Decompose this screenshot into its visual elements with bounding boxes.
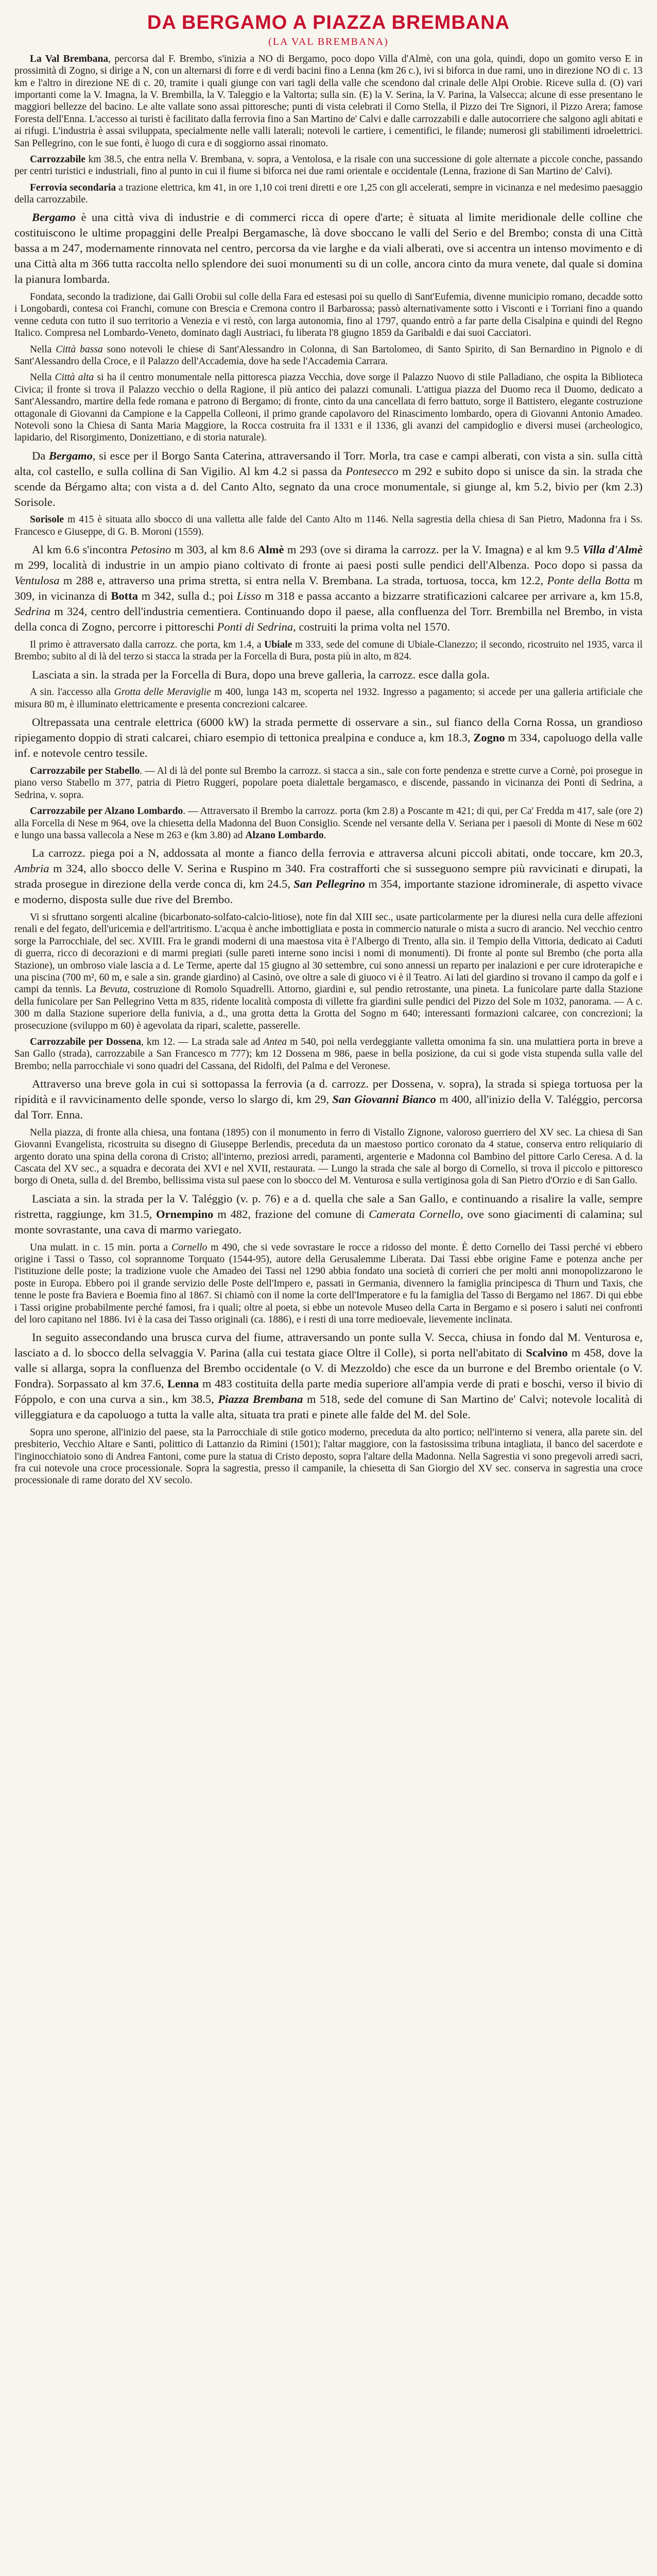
emphasized-text: Lenna (167, 1377, 199, 1391)
paragraph (14, 911, 643, 1032)
paragraph-text: m 292 e subito dopo si unisce da sin. la strada che scende da Bérgamo alta; con vista a d. del Canto Alto, segnato da una croce monumentale, si giunge al, km 5.2, bivio per (km 2.3) Sorisole. (14, 464, 643, 509)
paragraph-text: m 299, località di industrie in un ampio piano coltivato di fronte ai paesi posti sulle pendici dell'Albenza. Poco dopo si passa da (14, 558, 643, 572)
emphasized-text: Grotta delle Meraviglie (114, 687, 211, 698)
emphasized-text: Bergamo (32, 211, 76, 224)
paragraph-text: La carrozz. piega poi a N, addossata al monte a fianco della ferrovia e attraversa alcuni piccoli abitati, onde toccare, km 20.3, (32, 846, 643, 860)
emphasized-text: La Val Brembana (30, 53, 109, 64)
paragraph-text: m 490, che si vede sovrastare le rocce a ridosso del monte. È detto Cornello dei Tassi perché vi ebbero origine i Tassi o Tasso, col soprannome Torquato (1544-95), autore della Gerusalemme Liberata. Dai Tassi ebbe origine Fame e potenza anche per l'istituzione delle poste; la tradizione vuole che Amadeo dei Tassi nel 1290 abbia fondato una società di corrieri che per molti anni monopolizzarono le poste in Europa. Ebbero poi il grande servizio delle Poste dell'Impero e, passati in Germania, divennero la famiglia principesca di Thurn und Taxis, che tenne le poste fra Baviera e Boemia fino al 1867. Si chiamò con il nome la corte dell'Imperatore e fu la famiglia del Tasso di Bergamo nel 1867. Di qui ebbe i Tassi origine probabilmente perché famosi, fra i quali; oltre al poeta, si ebbe un notevole Museo della Carta in Bergamo e si posero i saluti nei confronti del loro capitano nel 1886. Ivi è la casa dei Tasso originali (ca. 1886), e i resti di una torre medioevale, lievemente inclinata. (14, 1242, 643, 1325)
paragraph-text: Lasciata a sin. la strada per la Forcella di Bura, dopo una breve galleria, la carrozz. esce dalla gola. (32, 668, 490, 681)
paragraph (14, 1191, 643, 1238)
paragraph-text: Una mulatt. in c. 15 min. porta a (30, 1242, 171, 1253)
emphasized-text: Villa d'Almè (582, 543, 643, 556)
paragraph-text: Attraverso una breve gola in cui si sottopassa la ferrovia (a d. carrozz. per Dossena, v. sopra), la strada si spiega tortuosa per la ripidità e il ravvicinamento delle sponde, verso lo slargo di, km 29, (14, 1077, 643, 1106)
emphasized-text: San Giovanni Bianco (332, 1093, 436, 1106)
paragraph (14, 514, 643, 538)
paragraph-text: , costruiti la prima volta nel 1570. (293, 620, 451, 633)
paragraph-text: , costruzione di Romolo Squadrelli. Attorno, giardini e, sul pendio retrostante, una pineta. La funicolare parte dalla Stazione della funicolare per San Pellegrino Vetta m 835, ridente località composta di villette fra giardini sulle pendici del Pizzo del Sole m 1032, panorama. — A c. 300 m dalla Stazione superiore della funivia, a d., una grotta detta la Grotta del Sogno m 640; interessanti formazioni calcaree, con concrezioni; la prosecuzione (sviluppo m 60) è agevolata da ripari, scalette, passerelle. (14, 984, 643, 1031)
paragraph-text: A sin. l'accesso alla (30, 687, 114, 698)
paragraph-text: m 482, frazione del comune di (213, 1207, 369, 1221)
emphasized-text: Ambria (14, 862, 49, 875)
paragraph (14, 291, 643, 340)
emphasized-text: Ferrovia secondaria (30, 182, 116, 193)
paragraph-text: a trazione elettrica, km 41, in ore 1,10 coi treni diretti e ore 1,25 con gli accelerati, sempre in vicinanza e nel medesimo paesaggio della carrozzabile. (14, 182, 643, 206)
paragraph-text: In seguito assecondando una brusca curva del fiume, attraversando un ponte sulla V. Secca, chiusa in fondo dal M. Venturosa e, lasciato a d. lo sbocco della selvaggia V. Parina (alla cui testata giace Oltre il Colle), si porta nell'abitato di (14, 1331, 643, 1360)
paragraph-text: m 334, capoluogo della valle inf. e notevole centro tessile. (14, 731, 643, 760)
paragraph-text: Il primo è attraversato dalla carrozz. che porta, km 1.4, a (30, 639, 265, 650)
paragraph-text: m 458, dove la valle si allarga, sopra la confluenza del Brembo occidentale (o V. di Mezzoldo) che esce da un burrone e del Brembo orientale (o V. Fondra). Sorpassato al km 37.6, (14, 1346, 643, 1391)
emphasized-text: Botta (111, 589, 139, 603)
paragraph-text: m 354, importante stazione idrominerale, di aspetto vivace e moderno, disposta sulle due rive del Brembo. (14, 877, 643, 906)
paragraph-text: km 38.5, che entra nella V. Brembana, v. sopra, a Ventolosa, e la risale con una successione di gole alternate a piccole conche, passando per centri turistici e industriali, fino al punto in cui il fiume si biforca nei due rami orientale e occidentale (Lenna, frazione di San Martino de' Calvi). (14, 154, 643, 177)
paragraph (14, 182, 643, 206)
paragraph-text: , percorsa dal F. Brembo, s'inizia a NO di Bergamo, poco dopo Villa d'Almè, con una gola, quindi, dopo un gomito verso E in prossimità di Zogno, si dirige a N, con un alternarsi di forre e di verdi bacini fino a Lenna (km 26 c.), ivi si biforca in due rami, uno in direzione NO di c. 13 km e l'altro in direzione NE di c. 20, tramite i quali giunge con vari tagli della valle che scendono dal crinale delle Alpi Orobie. Riceve sulla d. (O) vari importanti come la V. Imagna, la V. Brembilla, la V. Taleggio e la Valtorta; sulla sin. (E) la V. Serina, la V. Parina, la Valsecca; alcune di esse presentano le maggiori bellezze del bacino. Le alte vallate sono assai pittoresche; punti di vista celebrati il Corno Stella, il Pizzo dei Tre Signori, il Pizzo Arera; famose Foresta dell'Enna. L'accesso ai turisti è facilitato dalla ferrovia fino a San Martino de' Calvi e dalle carrozzabili e dalle autocorriere che salgono agli abitati e ai rifugi. L'industria è assai sviluppata, specialmente nelle valli laterali; notevoli le cartiere, i cementifici, le filande; numerosi gli stabilimenti idroelettrici. San Pellegrino, con le sue fonti, è luogo di cura e di soggiorno assai rinomato. (14, 53, 643, 149)
emphasized-text: Ubiale (264, 639, 292, 650)
paragraph-text: , si esce per il Borgo Santa Caterina, attraversando il Torr. Morla, tra case e campi alberati, con vista a sin. sulla città alta, col castello, e sulla collina di San Vigilio. Al km 4.2 si passa da (14, 449, 643, 478)
paragraph-text: m 309, in vicinanza di (14, 574, 643, 603)
paragraph-text: m 483 costituita della parte media superiore all'ampia verde di prati e boschi, verso il bivio di Fóppolo, e con una curva a sin., km 38.5, (14, 1377, 643, 1406)
emphasized-text: Camerata Cornello (369, 1207, 461, 1221)
paragraph-text: Oltrepassata una centrale elettrica (6000 kW) la strada permette di osservare a sin., sul fianco della Corna Rossa, un grandioso ripiegamento doppio di strati calcarei, chiaro esempio di tettonica prealpina e conduce a, km 18.3, (14, 716, 643, 744)
paragraph-text: m 400, lunga 143 m, scoperta nel 1932. Ingresso a pagamento; si accede per una galleria artificiale che misura 80 m, è illuminato elettricamente e presenta concrezioni calcaree. (14, 687, 643, 710)
emphasized-text: Almè (257, 543, 284, 556)
paragraph (14, 448, 643, 510)
paragraph (14, 1242, 643, 1326)
paragraph (14, 53, 643, 149)
paragraph-text: m 288 e, attraverso una prima stretta, si entra nella V. Brembana. La strada, tortuosa, tocca, km 12.2, (59, 574, 547, 587)
emphasized-text: Sedrina (14, 604, 50, 618)
paragraph-text: . — Attraversato il Brembo la carrozz. porta (km 2.8) a Poscante m 421; di qui, per Ca' Fredda m 417, sale (ore 2) alla Forcella di Nese m 964, ove la chiesetta della Madonna del Buon Consiglio. Scende nel versante della V. Seriana per i paesoli di Monte di Nese m 602 e lungo una bassa vallecola a Nese m 263 e (km 3.80) ad (14, 806, 643, 841)
emphasized-text: Petosino (130, 543, 171, 556)
paragraph (14, 639, 643, 663)
emphasized-text: Cornello (171, 1242, 208, 1253)
emphasized-text: Città alta (55, 372, 94, 383)
paragraph-text: Lasciata a sin. la strada per la V. Taléggio (v. p. 76) e a d. quella che sale a San Gallo, e continuando a risalire la valle, sempre ristretta, raggiunge, km 31.5, (14, 1192, 643, 1221)
paragraph (14, 805, 643, 841)
emphasized-text: Bevuta (99, 984, 128, 995)
paragraph-text: si ha il centro monumentale nella pittoresca piazza Vecchia, dove sorge il Palazzo Nuovo di stile Palladiano, che ospita la Biblioteca Civica; il fronte si trova il Palazzo vecchio o della Ragione, il più antico dei palazzi comunali. L'attigua piazza del Duomo reca il Duomo, dedicato a Sant'Alessandro, martire della fede romana e patrono di Bergamo; di fronte, cinto da una cancellata di ferro battuto, sorge il Battistero, elegante costruzione ottagonale di Giovanni da Campione e la Cappella Colleoni, il primo grande capolavoro del Rinascimento lombardo, opera di Giovanni Antonio Amadeo. Notevoli sono la Chiesa di Santa Maria Maggiore, la Rocca costruita fra il 1331 e il 1336, gli avanzi del campidoglio e diversi musei (archeologico, lapidario, del Risorgimento, Donizettiano, e di storia naturale). (14, 372, 643, 444)
paragraph-text: . (323, 829, 326, 841)
emphasized-text: Carrozzabile per Alzano Lombardo (30, 806, 183, 817)
emphasized-text: Città bassa (56, 344, 103, 355)
paragraph-text: m 415 è situata allo sbocco di una valletta alle falde del Canto Alto m 1146. Nella sagrestia della chiesa di San Pietro, Madonna fra i Ss. Francesco e Giuseppe, di G. B. Moroni (1559). (14, 514, 643, 537)
paragraph-text: . — Al di là del ponte sul Brembo la carrozz. si stacca a sin., sale con forte pendenza e strette curve a Cornè, poi prosegue in piano verso Stabello m 377, patria di Pietro Ruggeri, popolare poeta dialettale bergamasco, e discende, passando in vicinanza dei Ponti di Sedrina, a Sedrina, v. sopra. (14, 766, 643, 801)
emphasized-text: Ponte della Botta (547, 574, 630, 587)
document-title: DA BERGAMO A PIAZZA BREMBANA (147, 12, 510, 33)
paragraph (14, 210, 643, 287)
paragraph-text: Sopra uno sperone, all'inizio del paese, sta la Parrocchiale di stile gotico moderno, preceduta da alto portico; nell'interno si venera, alla parete sin. del presbiterio, Vecchio Altare e Santi, polittico di Lattanzio da Rimini (1501); l'altar maggiore, con la fastosissima tribuna intagliata, il banco del sacerdote e l'inginocchiatoio sono di Andrea Fantoni, come pure la statua di Cristo deposto, sopra l'altare della Madonna. Nella Sagrestia vi sono pregevoli arredi sacri, fra cui notevole una croce processionale. Sopra la sagrestia, presso il campanile, la chiesetta di San Giorgio del XV sec. conserva in sagrestia una croce processionale di rame dorato del XV secolo. (14, 1427, 643, 1486)
paragraph (14, 1036, 643, 1072)
emphasized-text: Bergamo (48, 449, 93, 462)
paragraph-text: Fondata, secondo la tradizione, dai Galli Orobii sul colle della Fara ed estesasi poi su quello di Sant'Eufemia, divenne municipio romano, decadde sotto i Longobardi, contesa coi Franchi, comune con Brescia e Cremona contro il Barbarossa; passò alternativamente sotto i Visconti e i Torriani fino a quando venne ceduta con tutto il suo territorio a Venezia e vi restò, con larga autonomia, fino al 1797, quando entrò a far parte della Cisalpina e quindi del Regno Italico. Compresa nel Lombardo-Veneto, dominato dagli Austriaci, fu liberata l'8 giugno 1859 da Garibaldi e dai suoi Cacciatori. (14, 292, 643, 339)
paragraph (14, 154, 643, 178)
emphasized-text: Sorisole (30, 514, 64, 526)
paragraph (14, 1127, 643, 1187)
paragraph (14, 765, 643, 801)
paragraph-text: m 540, poi nella verdeggiante valletta omonima fa sin. una mulattiera porta in breve a San Gallo (strada), carrozzabile a San Francesco m 777); km 12 Dossena m 986, paese in bella posizione, da cui si gode vista stupenda sulla valle del Brembo; nella parrocchiale vi sono quadri del Cassana, del Ridolfi, del Palma e del Veronese. (14, 1036, 643, 1072)
paragraph-text: Vi si sfruttano sorgenti alcaline (bicarbonato-solfato-calcio-litiose), note fin dal XIII sec., usate particolarmente per la diuresi nella cura delle affezioni renali e del fegato, dell'uricemia e dell'artritismo. L'acqua è anche imbottigliata e posta in commercio naturale o mista a sucro di arancio. Nel vecchio centro sorge la Parrocchiale, del sec. XVIII. Fra le grandi moderni di una maestosa vita è l'Albergo di Trento, alla sin. il Tempio della Vittoria, dedicato ai Caduti di guerra, ricco di decorazioni e di marmi pregiati (sulle pareti interne sono incisi i nomi di monumenti). Di fronte al ponte sul Brembo (che porta alla Stazione), un ombroso viale lascia a d. Le Terme, aperte dal 15 giugno al 30 settembre, cui sono annessi un reparto per inalazioni e per cure idroterapiche e una piscina (700 m², 60 m, e sale a sin. grande giardino) al Casinò, ove oltre a sale di giuoco vi è il Teatro. Ai lati del giardino si trovano il campo da golf e i campi da tennis. La (14, 912, 643, 995)
emphasized-text: Ornempino (156, 1207, 214, 1221)
emphasized-text: Piazza Brembana (218, 1393, 303, 1406)
paragraph-text: m 400, all'inizio della V. Taléggio, percorsa dal Torr. Enna. (14, 1093, 643, 1121)
paragraph-text: è una città viva di industrie e di commerci ricca di opere d'arte; è situata al limite meridionale delle colline che costituiscono le ultime propaggini delle Prealpi Bergamasche, là dove sboccano le valli del Serio e del Brembo; consta di una Città bassa a m 247, modernamente rinnovata nel centro, percorsa da vie larghe e da viali alberati, ove si accentra un intenso movimento e di una Città alta m 366 tutta raccolta nello splendore dei suoi monumenti su di un colle, ancora cinto da mura venete, dal quale si domina la pianura lombarda. (14, 211, 643, 286)
paragraph (14, 371, 643, 444)
paragraph (14, 1076, 643, 1123)
paragraph-text: Nella piazza, di fronte alla chiesa, una fontana (1895) con il monumento in ferro di Vistallo Zignone, valoroso guerriero del XV sec. La chiesa di San Giovanni Evangelista, ricostruita su disegno di Giuseppe Berlendis, preceduta da un maestoso portico coronato da 4 statue, conserva entro reliquiario di argento dorato una spina della corona di Cristo; all'interno, preziosi arredi, paramenti, argenterie e Madonna col Bambino del pittore Carlo Ceresa. A d. la Cascata del XV sec., a squadra e decorata dei XVI e nel XVII, restaurata. — Lungo la strada che sale al borgo di Cornello, si trova il piccolo e pittoresco borgo di Oneta, sulla d. del Brembo, bellissima vista sul paese con lo sbocco del M. Venturosa e sulla vertiginosa gola di San Pietro d'Orzio e di San Gallo. (14, 1127, 643, 1187)
paragraph-text: m 303, al km 8.6 (171, 543, 258, 556)
paragraph-text: Da (32, 449, 49, 462)
emphasized-text: Zogno (473, 731, 505, 744)
paragraph-text: Nella (30, 344, 56, 355)
paragraph-text: Al km 6.6 s'incontra (32, 543, 131, 556)
paragraph-text: Nella (30, 372, 55, 383)
paragraph (14, 542, 643, 635)
emphasized-text: Ventulosa (14, 574, 60, 587)
emphasized-text: Carrozzabile (30, 154, 85, 165)
paragraph (14, 845, 643, 907)
document-body (14, 53, 643, 1487)
emphasized-text: Lisso (236, 589, 262, 603)
emphasized-text: Ponti di Sedrina (217, 620, 293, 633)
emphasized-text: Scalvino (526, 1346, 568, 1360)
emphasized-text: Pontesecco (345, 464, 399, 478)
paragraph (14, 1427, 643, 1487)
paragraph-text: m 324, allo sbocco delle V. Serina e Ruspino m 340. Fra costrafforti che si susseguono sempre più ravvicinati e dirupati, la strada prosegue in direzione della verde conca di, km 24.5, (14, 862, 643, 891)
paragraph (14, 686, 643, 710)
paragraph-text: m 324, centro dell'industria cementiera. Continuando dopo il paese, alla confluenza del Torr. Brembilla nel Brembo, in vista della conca di Zogno, percorre i pittoreschi (14, 604, 643, 633)
paragraph (14, 344, 643, 368)
emphasized-text: Carrozzabile per Stabello (30, 766, 140, 777)
emphasized-text: Antea (263, 1036, 287, 1047)
emphasized-text: Carrozzabile per Dossena (30, 1036, 141, 1047)
document-subtitle: (LA VAL BREMBANA) (268, 36, 389, 47)
paragraph-text: m 318 e passa accanto a bizzarre stratificazioni calcaree per arrivare a, km 15.8, (261, 589, 643, 603)
paragraph (14, 667, 643, 683)
paragraph (14, 1330, 643, 1422)
paragraph-text: m 333, sede del comune di Ubiale-Clanezzo; il secondo, ricostruito nel 1935, varca il Brembo; subito al di là del terzo si stacca la strada per la Forcella di Bura, posta più in alto, m 824. (14, 639, 643, 663)
paragraph-text: sono notevoli le chiese di Sant'Alessandro in Colonna, di San Bartolomeo, di Santo Spirito, di San Bernardino in Pignolo e di Sant'Alessandro della Croce, e il Palazzo dell'Accademia, dove ha sede l'Accademia Carrara. (14, 344, 643, 367)
emphasized-text: San Pellegrino (293, 877, 366, 891)
paragraph (14, 715, 643, 761)
emphasized-text: Alzano Lombardo (245, 829, 324, 841)
paragraph-text: m 342, sulla d.; poi (138, 589, 237, 603)
paragraph-text: , ove sono giacimenti di calamina; sul monte sovrastante, una cava di marmo variegato. (14, 1207, 643, 1236)
paragraph-text: m 518, sede del comune di San Martino de' Calvi; notevole località di villeggiatura e da capoluogo a tutta la valle alta, situata tra prati e pinete alle falde del M. del Sole. (14, 1393, 643, 1421)
paragraph-text: m 293 (ove si dirama la carrozz. per la V. Imagna) e al km 9.5 (284, 543, 583, 556)
paragraph-text: , km 12. — La strada sale ad (141, 1036, 264, 1047)
